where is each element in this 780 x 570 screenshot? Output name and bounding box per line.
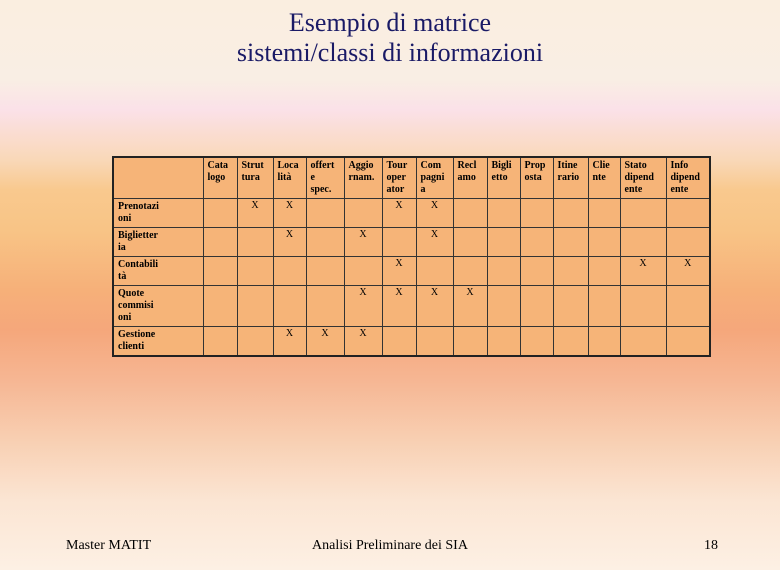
matrix-cell bbox=[306, 228, 344, 257]
matrix-cell bbox=[382, 228, 416, 257]
matrix-cell: X bbox=[306, 327, 344, 357]
matrix-cell bbox=[344, 199, 382, 228]
systems-information-matrix bbox=[112, 156, 711, 357]
matrix-cell bbox=[237, 327, 273, 357]
matrix-corner-cell bbox=[113, 157, 203, 199]
matrix-cell bbox=[453, 257, 487, 286]
matrix-cell bbox=[487, 228, 520, 257]
matrix-cell bbox=[237, 286, 273, 327]
matrix-cell: X bbox=[382, 257, 416, 286]
matrix-cell bbox=[520, 257, 553, 286]
matrix-cell bbox=[203, 257, 237, 286]
footer-center: Analisi Preliminare dei SIA bbox=[312, 538, 468, 553]
matrix-cell bbox=[306, 199, 344, 228]
slide-title-line-1: Esempio di matrice bbox=[288, 8, 492, 37]
matrix-cell bbox=[588, 286, 620, 327]
matrix-cell bbox=[237, 257, 273, 286]
matrix-cell bbox=[553, 257, 588, 286]
matrix-cell: X bbox=[416, 199, 453, 228]
matrix-cell bbox=[620, 327, 666, 357]
slide-title bbox=[0, 8, 780, 68]
matrix-cell bbox=[620, 228, 666, 257]
matrix-cell bbox=[487, 257, 520, 286]
matrix-column-header: offert e spec. bbox=[306, 157, 344, 199]
matrix-header-row bbox=[113, 157, 710, 199]
matrix-row-header: Prenotazi oni bbox=[113, 199, 203, 228]
matrix-cell: X bbox=[273, 228, 306, 257]
matrix-row bbox=[113, 199, 710, 228]
matrix-cell: X bbox=[416, 286, 453, 327]
matrix-cell bbox=[416, 327, 453, 357]
matrix-row bbox=[113, 228, 710, 257]
matrix-cell bbox=[416, 257, 453, 286]
matrix-cell bbox=[237, 228, 273, 257]
matrix-cell bbox=[520, 286, 553, 327]
matrix-cell bbox=[453, 327, 487, 357]
matrix-column-header: Loca lità bbox=[273, 157, 306, 199]
matrix-column-header: Stato dipend ente bbox=[620, 157, 666, 199]
matrix-column-header: Aggio rnam. bbox=[344, 157, 382, 199]
footer-left: Master MATIT bbox=[66, 538, 152, 553]
matrix-cell bbox=[453, 199, 487, 228]
matrix-cell bbox=[620, 286, 666, 327]
matrix-column-header: Clie nte bbox=[588, 157, 620, 199]
matrix-row bbox=[113, 327, 710, 357]
matrix-cell bbox=[553, 286, 588, 327]
matrix-cell: X bbox=[416, 228, 453, 257]
matrix-cell bbox=[520, 199, 553, 228]
matrix-cell: X bbox=[344, 228, 382, 257]
matrix-cell bbox=[553, 327, 588, 357]
matrix-column-header: Info dipend ente bbox=[666, 157, 710, 199]
matrix-cell bbox=[588, 327, 620, 357]
slide-title-line-2: sistemi/classi di informazioni bbox=[236, 38, 544, 67]
matrix-cell bbox=[553, 228, 588, 257]
matrix-cell: X bbox=[273, 199, 306, 228]
matrix-cell bbox=[487, 199, 520, 228]
matrix-cell bbox=[588, 199, 620, 228]
matrix-cell bbox=[203, 228, 237, 257]
matrix-row-header: Gestione clienti bbox=[113, 327, 203, 357]
matrix-cell bbox=[520, 327, 553, 357]
matrix-cell bbox=[487, 286, 520, 327]
matrix-column-header: Bigli etto bbox=[487, 157, 520, 199]
matrix-column-header: Com pagni a bbox=[416, 157, 453, 199]
matrix-cell bbox=[273, 286, 306, 327]
matrix-cell bbox=[203, 327, 237, 357]
matrix-cell bbox=[666, 327, 710, 357]
matrix-cell: X bbox=[344, 327, 382, 357]
matrix-cell: X bbox=[666, 257, 710, 286]
matrix-row-header: Contabili tà bbox=[113, 257, 203, 286]
matrix-cell: X bbox=[344, 286, 382, 327]
matrix-cell bbox=[453, 228, 487, 257]
matrix-cell bbox=[588, 228, 620, 257]
matrix-row-header: Quote commisi oni bbox=[113, 286, 203, 327]
matrix-cell bbox=[666, 199, 710, 228]
matrix-cell: X bbox=[620, 257, 666, 286]
matrix-column-header: Strut tura bbox=[237, 157, 273, 199]
matrix-cell bbox=[666, 286, 710, 327]
matrix-cell bbox=[344, 257, 382, 286]
matrix-cell bbox=[520, 228, 553, 257]
matrix-column-header: Tour oper ator bbox=[382, 157, 416, 199]
matrix-cell bbox=[306, 257, 344, 286]
matrix-column-header: Prop osta bbox=[520, 157, 553, 199]
matrix-column-header: Cata logo bbox=[203, 157, 237, 199]
matrix-row bbox=[113, 286, 710, 327]
matrix-cell bbox=[487, 327, 520, 357]
matrix-row bbox=[113, 257, 710, 286]
matrix-cell bbox=[203, 199, 237, 228]
matrix-cell bbox=[273, 257, 306, 286]
matrix-cell: X bbox=[237, 199, 273, 228]
matrix-row-header: Biglietter ia bbox=[113, 228, 203, 257]
matrix-cell: X bbox=[382, 286, 416, 327]
matrix-cell bbox=[203, 286, 237, 327]
matrix-cell: X bbox=[273, 327, 306, 357]
matrix-cell: X bbox=[453, 286, 487, 327]
matrix-body bbox=[113, 199, 710, 357]
matrix-column-header: Itine rario bbox=[553, 157, 588, 199]
matrix-cell bbox=[382, 327, 416, 357]
matrix-cell bbox=[553, 199, 588, 228]
matrix-column-header: Recl amo bbox=[453, 157, 487, 199]
matrix-cell bbox=[306, 286, 344, 327]
matrix-cell bbox=[620, 199, 666, 228]
page-number: 18 bbox=[704, 538, 718, 553]
matrix-cell: X bbox=[382, 199, 416, 228]
matrix-cell bbox=[588, 257, 620, 286]
matrix-cell bbox=[666, 228, 710, 257]
